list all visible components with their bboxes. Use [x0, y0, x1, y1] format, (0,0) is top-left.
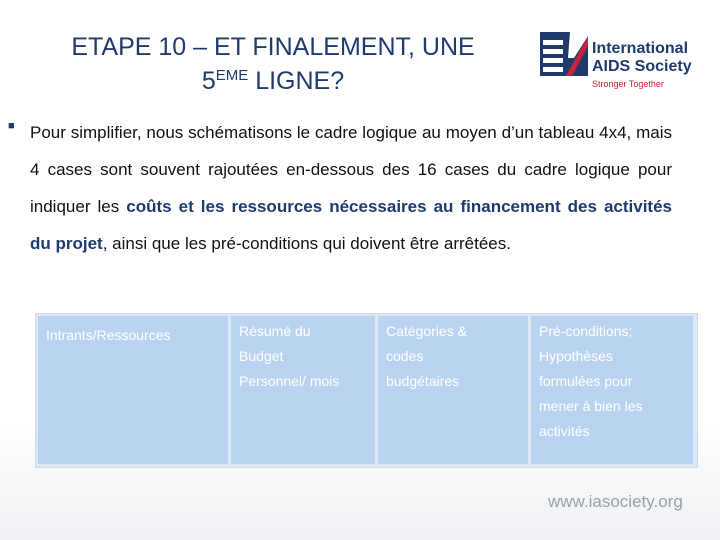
cell-line: Hypothèses [539, 348, 613, 364]
cell-line: budgétaires [386, 373, 460, 389]
cell-line: Budget [239, 348, 284, 364]
table-cell-categories [378, 316, 528, 464]
logo-line-2: AIDS Society [592, 58, 692, 75]
cell-line: formulées pour [539, 373, 633, 389]
table-cell-resume-budget [231, 316, 375, 464]
table-cell-preconditions [531, 316, 693, 464]
title-suffix: LIGNE? [248, 67, 345, 95]
cell-line: mener à bien les [539, 398, 643, 414]
ias-logo [538, 30, 708, 94]
footer-website: www.iasociety.org [548, 492, 683, 511]
cell-line: Intrants/Ressources [46, 327, 171, 343]
table-cell-intrants [38, 316, 228, 464]
cell-line: Résumé du [239, 323, 311, 339]
body-paragraph [30, 114, 672, 262]
logo-line-1: International [592, 40, 689, 57]
title-number: 5 [201, 67, 216, 95]
cell-line: Catégories & [386, 323, 467, 339]
title-line-2 [18, 64, 528, 98]
cell-line: Pré-conditions; [539, 323, 633, 339]
cell-line: codes [386, 348, 424, 364]
ias-logo-icon [540, 32, 588, 76]
title-line-1: ETAPE 10 – ET FINALEMENT, UNE [71, 33, 475, 61]
logo-tagline: Stronger Together [592, 79, 664, 89]
slide-title [18, 30, 528, 98]
body-text-part-1: Pour simplifier, nous schématisons le cadre logique au moyen d’un tableau 4x4, mais 4 cases sont souvent rajoutées en-dessous des 16 cases du cadre logique pour indiquer les [30, 123, 672, 216]
body-text-part-2: , ainsi que les pré-conditions qui doivent être arrêtées. [102, 234, 511, 253]
title-superscript: EME [215, 67, 249, 84]
cell-line: activités [539, 423, 590, 439]
cell-line: Personnel/ mois [239, 373, 340, 389]
body-highlight: coûts et les ressources nécessaires au financement des activités du projet [30, 197, 672, 253]
bullet-square-icon: ■ [8, 120, 15, 132]
